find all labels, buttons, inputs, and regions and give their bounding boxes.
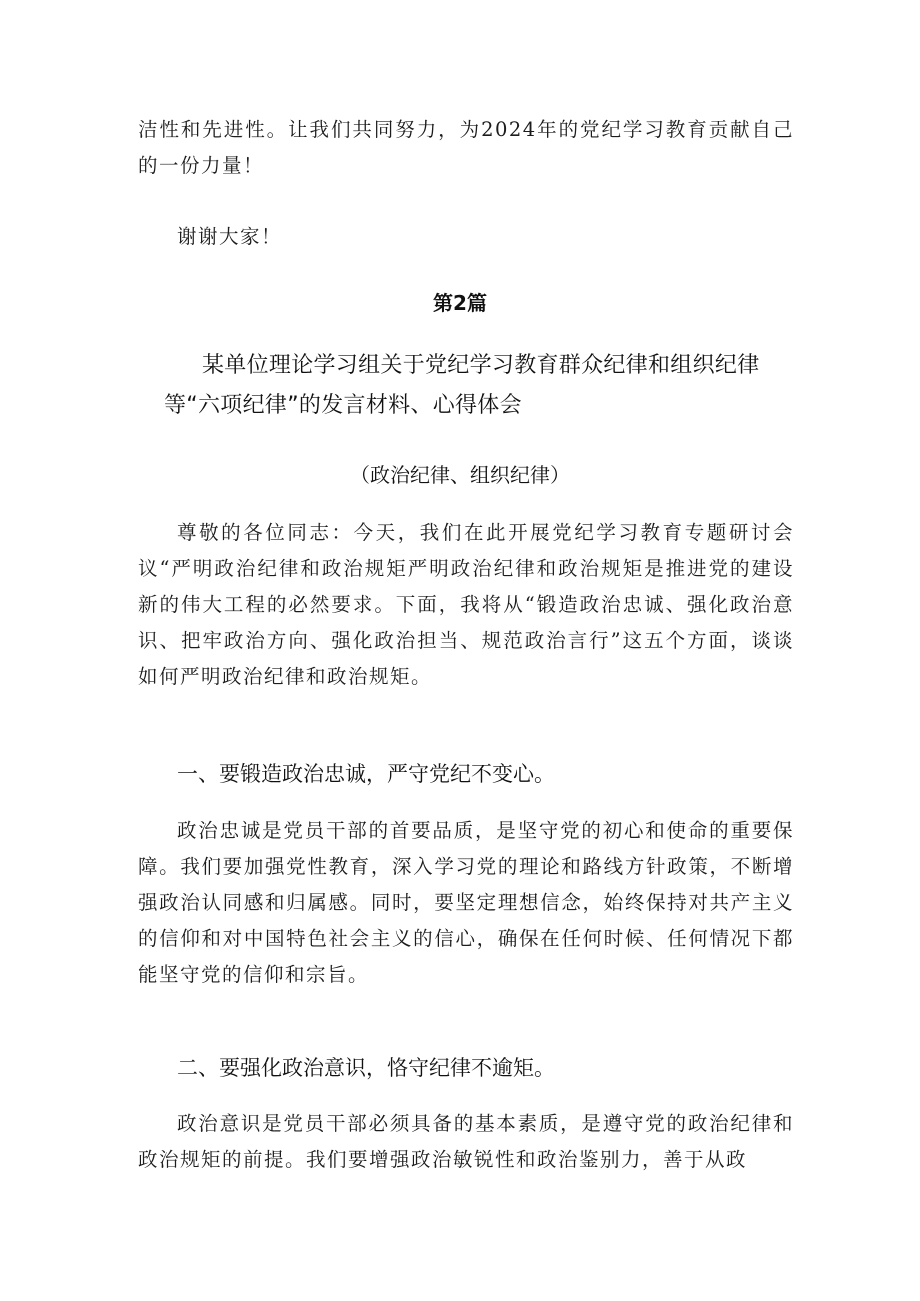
thanks-line: 谢谢大家！ <box>177 225 283 248</box>
document-subtitle: （政治纪律、组织纪律） <box>350 463 570 487</box>
section-2-paragraph: 政治意识是党员干部必须具备的基本素质，是遵守党的政治纪律和政治规矩的前提。我们要增强政治敏锐性和政治鉴别力，善于从政 <box>138 1112 794 1171</box>
section-1-paragraph: 政治忠诚是党员干部的首要品质，是坚守党的初心和使命的重要保障。我们要加强党性教育，深入学习党的理论和路线方针政策，不断增强政治认同感和归属感。同时，要坚定理想信念，始终保持对共产主义的信仰和对中国特色社会主义的信心，确保在任何时候、任何情况下都能坚守党的信仰和宗旨。 <box>138 819 794 986</box>
section-2-heading: 二、要强化政治意识，恪守纪律不逾矩。 <box>177 1056 555 1080</box>
intro-continuation-paragraph: 洁性和先进性。让我们共同努力，为2024年的党纪学习教育贡献自己的一份力量！ <box>138 118 794 177</box>
document-title-line-1: 某单位理论学习组关于党纪学习教育群众纪律和组织纪律 <box>202 353 760 378</box>
section-1-heading: 一、要锻造政治忠诚，严守党纪不变心。 <box>177 762 555 786</box>
document-title-line-2: 等“六项纪律”的发言材料、心得体会 <box>164 393 522 418</box>
document-title <box>138 346 794 426</box>
part-label: 第2篇 <box>433 291 487 315</box>
opening-paragraph: 尊敬的各位同志：今天，我们在此开展党纪学习教育专题研讨会议“严明政治纪律和政治规矩严明政治纪律和政治规矩是推进党的建设新的伟大工程的必然要求。下面，我将从“锻造政治忠诚、强化政治意识、把牢政治方向、强化政治担当、规范政治言行”这五个方面，谈谈如何严明政治纪律和政治规矩。 <box>138 521 794 688</box>
